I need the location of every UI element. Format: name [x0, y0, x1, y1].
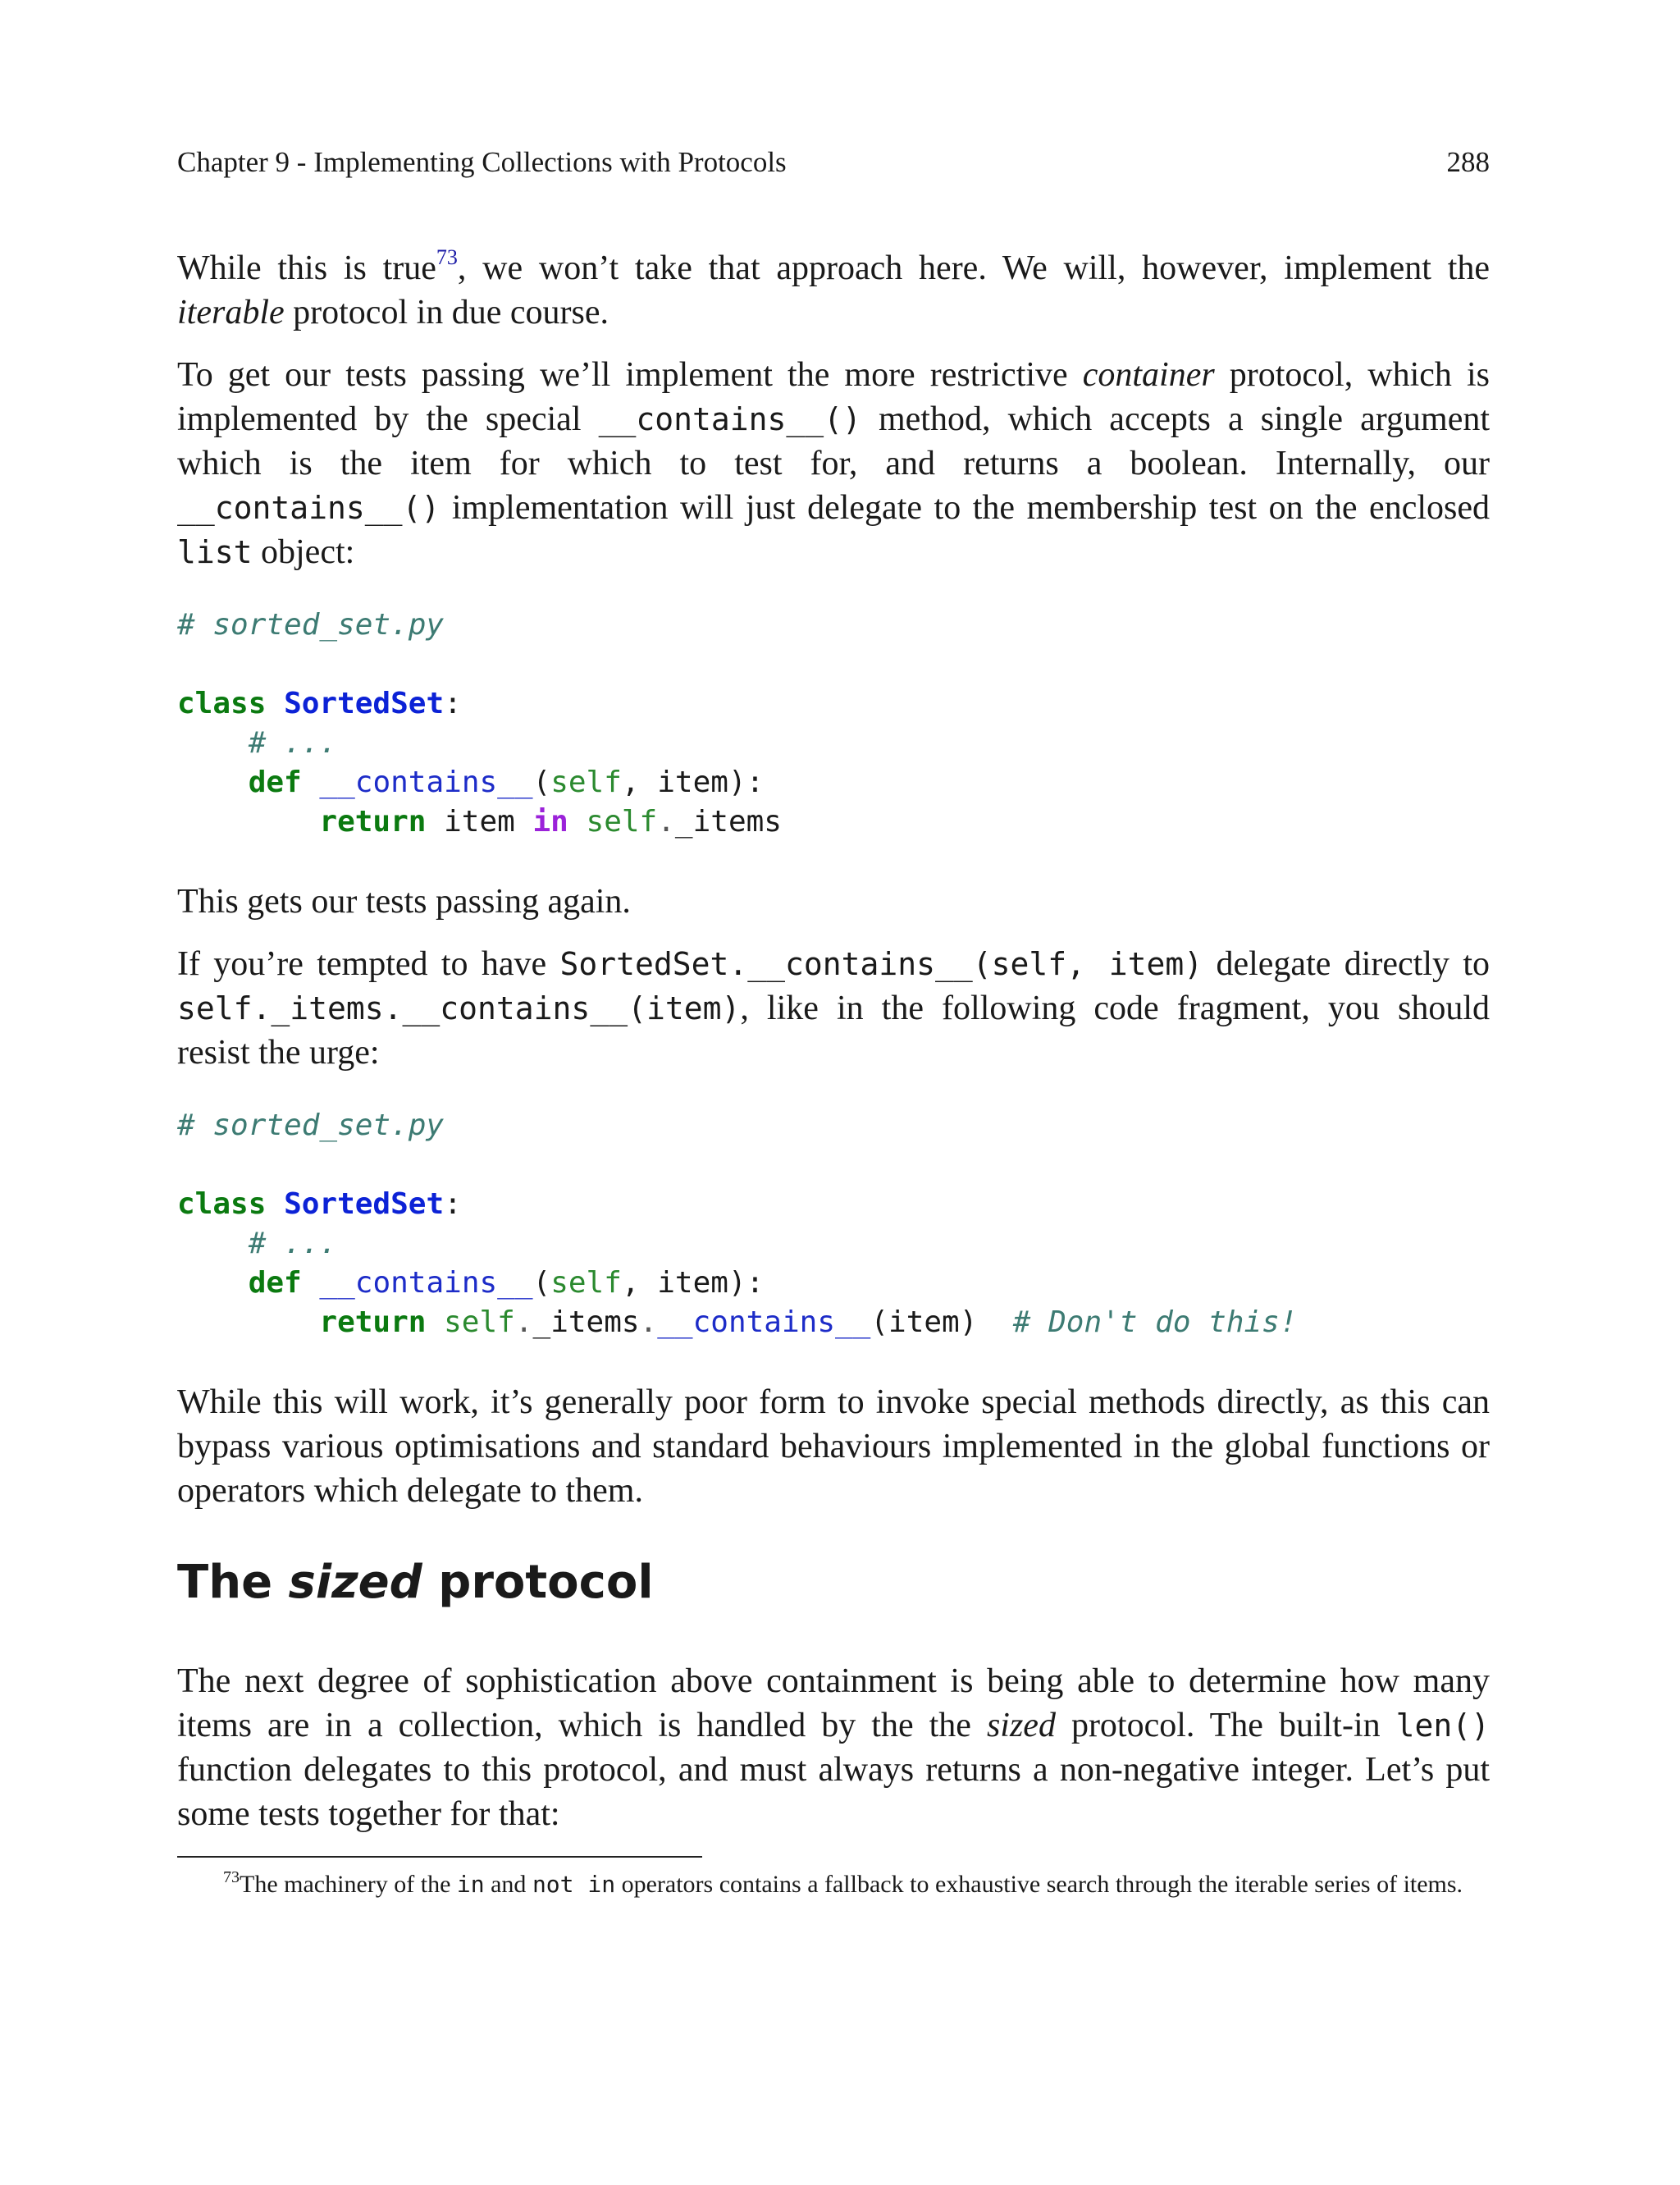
code-punct: : [444, 687, 462, 720]
footnote-reference[interactable]: 73 [436, 245, 458, 269]
code-punct: . [657, 805, 675, 839]
code-class-name: SortedSet [284, 687, 445, 720]
code-operator: in [532, 805, 568, 839]
chapter-title: Chapter 9 - Implementing Collections with Protocols [177, 146, 787, 178]
heading-text: The [177, 1556, 289, 1609]
text-run: function delegates to this protocol, and must always returns a non-negative integer. Let’s put some tests together for that: [177, 1751, 1490, 1833]
code-block-2 [177, 1106, 1490, 1342]
code-keyword: def [248, 766, 302, 799]
code-comment: # sorted_set.py [177, 608, 445, 642]
page-number: 288 [1446, 146, 1490, 178]
code-self: self [444, 1305, 515, 1339]
emphasis: container [1082, 356, 1215, 394]
inline-code: __contains__() [177, 490, 441, 526]
inline-code: in [456, 1871, 485, 1898]
code-self: self [550, 766, 622, 799]
code-text: item [426, 805, 533, 839]
code-class-name: SortedSet [284, 1187, 445, 1221]
text-run: and [484, 1871, 532, 1898]
text-run: delegate directly to [1203, 945, 1490, 983]
footnote-mark: 73 [223, 1868, 240, 1886]
code-punct: : [444, 1187, 462, 1221]
emphasis: sized [986, 1707, 1056, 1744]
running-header [177, 146, 1490, 179]
inline-code: list [177, 534, 253, 570]
inline-code: SortedSet.__contains__(self, item) [559, 946, 1203, 982]
heading-emphasis: sized [288, 1556, 422, 1609]
inline-code: not in [532, 1871, 616, 1898]
text-run: method, which accepts a single argument which is the item for which to test for, and returns a boolean. Internally, our [177, 400, 1491, 482]
text-run: To get our tests passing we’ll implement the more restrictive [177, 356, 1083, 394]
text-run: If you’re tempted to have [177, 945, 560, 983]
code-keyword: class [177, 687, 267, 720]
text-run: object: [252, 533, 355, 571]
code-keyword: def [248, 1266, 302, 1300]
inline-code: len() [1395, 1707, 1491, 1744]
code-keyword: return [319, 805, 427, 839]
text-run: protocol, which is implemented by the special [177, 356, 1491, 438]
paragraph-3: This gets our tests passing again. [177, 883, 631, 921]
text-run: While this is true [177, 249, 436, 287]
paragraph-4 [177, 942, 1490, 1075]
code-text: _items [532, 1305, 640, 1339]
code-comment: # ... [248, 1227, 338, 1260]
paragraph-5: While this will work, it’s generally poor form to invoke special methods directly, as this can bypass various optimisations and standard behaviours implemented in the global functions or operators which delegate to them. [177, 1383, 1490, 1510]
code-params: , item): [621, 1266, 765, 1300]
code-function-name: __contains__ [657, 1305, 871, 1339]
page-content [177, 246, 1490, 1900]
text-run: , like in the following code fragment, you should resist the urge: [177, 990, 1490, 1072]
code-text: _items [674, 805, 782, 839]
text-run: The next degree of sophistication above containment is being able to determine how many items are in a collection, which is handled by the the [177, 1662, 1490, 1744]
section-heading [177, 1554, 1490, 1611]
code-params: , item): [621, 766, 765, 799]
code-keyword: return [319, 1305, 427, 1339]
code-self: self [586, 805, 658, 839]
paragraph-1 [177, 246, 1490, 335]
inline-code: __contains__() [598, 401, 861, 437]
emphasis: iterable [177, 294, 285, 331]
text-run: implementation will just delegate to the membership test on the enclosed [440, 489, 1490, 527]
code-punct: . [639, 1305, 658, 1339]
code-comment: # ... [248, 726, 338, 760]
code-comment: # Don't do this! [1012, 1305, 1298, 1339]
footnote-73 [177, 1869, 1490, 1900]
code-function-name: __contains__ [319, 1266, 533, 1300]
paragraph-2 [177, 353, 1490, 574]
heading-text: protocol [422, 1556, 654, 1609]
code-punct: ( [532, 766, 551, 799]
paragraph-6 [177, 1659, 1490, 1836]
text-run: The machinery of the [240, 1871, 457, 1898]
text-run: , we won’t take that approach here. We will, however, implement the [457, 249, 1491, 287]
code-keyword: class [177, 1187, 267, 1221]
text-run: protocol in due course. [284, 294, 609, 331]
code-text: (item) [870, 1305, 978, 1339]
code-punct: . [514, 1305, 533, 1339]
footnote-divider [177, 1856, 702, 1858]
code-function-name: __contains__ [319, 766, 533, 799]
inline-code: self._items.__contains__(item) [177, 990, 741, 1026]
text-run: protocol. The built-in [1055, 1707, 1396, 1744]
code-block-1 [177, 606, 1490, 842]
code-comment: # sorted_set.py [177, 1108, 445, 1142]
code-punct: ( [532, 1266, 551, 1300]
code-self: self [550, 1266, 622, 1300]
text-run: operators contains a fallback to exhaustive search through the iterable series of items. [615, 1871, 1463, 1898]
